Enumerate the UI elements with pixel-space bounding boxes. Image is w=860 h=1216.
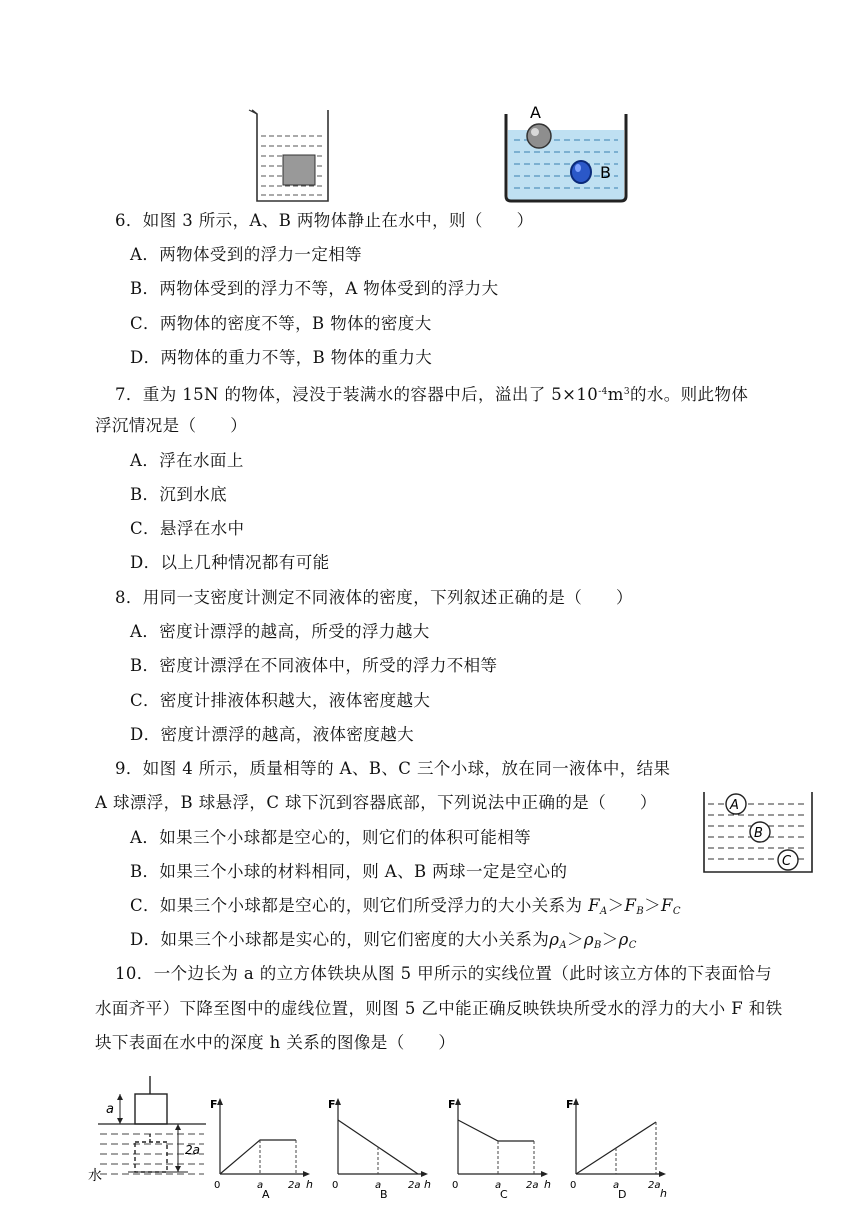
q6-option-c: C．两物体的密度不等，B 物体的密度大: [130, 314, 432, 333]
q6-option-d: D．两物体的重力不等，B 物体的重力大: [130, 348, 433, 367]
q7-stem: [115, 381, 748, 406]
ball-a-label: A: [530, 103, 541, 122]
q8-stem: 8．用同一支密度计测定不同液体的密度，下列叙述正确的是（ ）: [115, 588, 633, 607]
graph-a-tick2: 2a: [288, 1180, 301, 1191]
q9-d-gt1: ＞: [566, 930, 584, 949]
cube-descent-figure: [88, 1074, 212, 1186]
q7-stem-unit: m: [607, 385, 624, 404]
q9-d-sym2: ρ: [583, 930, 594, 949]
graph-c-curve: [458, 1120, 534, 1141]
q9-c-sub-b: B: [636, 906, 645, 917]
graph-c-tick2: 2a: [526, 1180, 539, 1191]
graph-c-label: C: [500, 1188, 508, 1201]
q9-d-sym3: ρ: [618, 930, 629, 949]
graph-b-origin: 0: [332, 1180, 339, 1191]
q9-d-sub-c: C: [628, 940, 637, 951]
graph-c-y: F: [448, 1098, 456, 1111]
graph-d-tick2: 2a: [648, 1180, 661, 1191]
q8-option-b: B．密度计漂浮在不同液体中，所受的浮力不相等: [130, 656, 498, 675]
graph-c-x: h: [544, 1178, 551, 1191]
q8-option-c: C．密度计排液体积越大，液体密度越大: [130, 691, 431, 710]
q9-c-sym3: F: [660, 896, 673, 915]
graph-b-tick2: 2a: [408, 1180, 421, 1191]
graph-a: [208, 1096, 312, 1200]
q7-option-c: C．悬浮在水中: [130, 519, 245, 538]
q7-exp1: -4: [598, 387, 608, 397]
q9-option-b: B．如果三个小球的材料相同，则 A、B 两球一定是空心的: [130, 862, 568, 881]
ball-b-label: B: [600, 163, 611, 182]
graph-a-origin: 0: [214, 1180, 221, 1191]
graph-a-curve: [220, 1140, 296, 1174]
q10-stem-line2: 水面齐平）下降至图中的虚线位置，则图 5 乙中能正确反映铁块所受水的浮力的大小 F 和铁: [95, 999, 783, 1018]
fig5-water-label: 水: [88, 1168, 102, 1184]
fig5-side-a: a: [106, 1102, 114, 1117]
q10-stem-line1: 10．一个边长为 a 的立方体铁块从图 5 甲所示的实线位置（此时该立方体的下表面恰与: [115, 964, 773, 983]
q10-stem-line3: 块下表面在水中的深度 h 关系的图像是（ ）: [95, 1033, 456, 1052]
fig4-label-b: B: [754, 826, 763, 841]
beaker-balls-figure: [500, 100, 632, 204]
q9-stem-line1: 9．如图 4 所示，质量相等的 A、B、C 三个小球，放在同一液体中，结果: [115, 759, 671, 778]
graph-a-y: F: [210, 1098, 218, 1111]
fig5-depth-2a: 2a: [185, 1143, 200, 1157]
q9-c-gt1: ＞: [607, 896, 625, 915]
graph-d-origin: 0: [570, 1180, 577, 1191]
graph-a-tick1: a: [257, 1180, 264, 1191]
q8-option-d: D．密度计漂浮的越高，液体密度越大: [130, 725, 415, 744]
fig4-label-c: C: [782, 854, 792, 869]
graph-b-tick1: a: [375, 1180, 382, 1191]
graph-d-tick1: a: [613, 1180, 620, 1191]
q9-c-sub-a: A: [599, 906, 608, 917]
beaker-cube-figure: [248, 108, 334, 204]
graph-a-x: h: [306, 1178, 313, 1191]
graph-c: [446, 1096, 550, 1200]
graph-d-label: D: [618, 1188, 627, 1201]
q7-option-d: D．以上几种情况都有可能: [130, 553, 330, 572]
graph-b: [326, 1096, 430, 1200]
q7-option-b: B．沉到水底: [130, 485, 228, 504]
q7-option-a: A．浮在水面上: [130, 451, 244, 470]
q6-option-b: B．两物体受到的浮力不等，A 物体受到的浮力大: [130, 279, 499, 298]
graph-d-x: h: [660, 1187, 667, 1200]
fig4-label-a: A: [730, 798, 739, 813]
q9-option-d-text: D．如果三个小球都是实心的，则它们密度的大小关系为: [130, 930, 550, 949]
q7-stem-pre: 7．重为 15N 的物体，浸没于装满水的容器中后，溢出了 5×10: [115, 385, 599, 404]
q9-d-sym1: ρ: [549, 930, 560, 949]
graph-d: [564, 1096, 668, 1200]
q9-stem-line2: A 球漂浮，B 球悬浮，C 球下沉到容器底部，下列说法中正确的是（ ）: [95, 793, 657, 812]
q9-c-gt2: ＞: [644, 896, 661, 915]
q6-option-a: A．两物体受到的浮力一定相等: [130, 245, 363, 264]
q9-option-c-text: C．如果三个小球都是空心的，则它们所受浮力的大小关系为: [130, 896, 589, 915]
q7-stem-line2: 浮沉情况是（ ）: [95, 416, 248, 435]
q9-d-gt2: ＞: [601, 930, 619, 949]
graph-c-tick1: a: [495, 1180, 502, 1191]
graph-b-x: h: [424, 1178, 431, 1191]
q9-c-sym2: F: [624, 896, 637, 915]
q9-d-sub-b: B: [593, 940, 602, 951]
q9-c-sub-c: C: [672, 906, 681, 917]
q6-stem: 6．如图 3 所示，A、B 两物体静止在水中，则（ ）: [115, 211, 534, 230]
graph-d-y: F: [566, 1098, 574, 1111]
graph-c-origin: 0: [452, 1180, 459, 1191]
q7-stem-post: 的水。则此物体: [629, 385, 749, 404]
graph-a-label: A: [262, 1188, 270, 1201]
q8-option-a: A．密度计漂浮的越高，所受的浮力越大: [130, 622, 430, 641]
q9-c-sym1: F: [588, 896, 600, 915]
q9-option-c: [130, 895, 681, 923]
q9-d-sub-a: A: [559, 940, 567, 951]
graph-b-y: F: [328, 1098, 336, 1111]
graph-b-label: B: [380, 1188, 388, 1201]
q9-option-a: A．如果三个小球都是空心的，则它们的体积可能相等: [130, 828, 532, 847]
q9-option-d: [130, 929, 637, 957]
q7-exp2: 3: [623, 387, 630, 397]
three-balls-figure: [702, 786, 814, 876]
